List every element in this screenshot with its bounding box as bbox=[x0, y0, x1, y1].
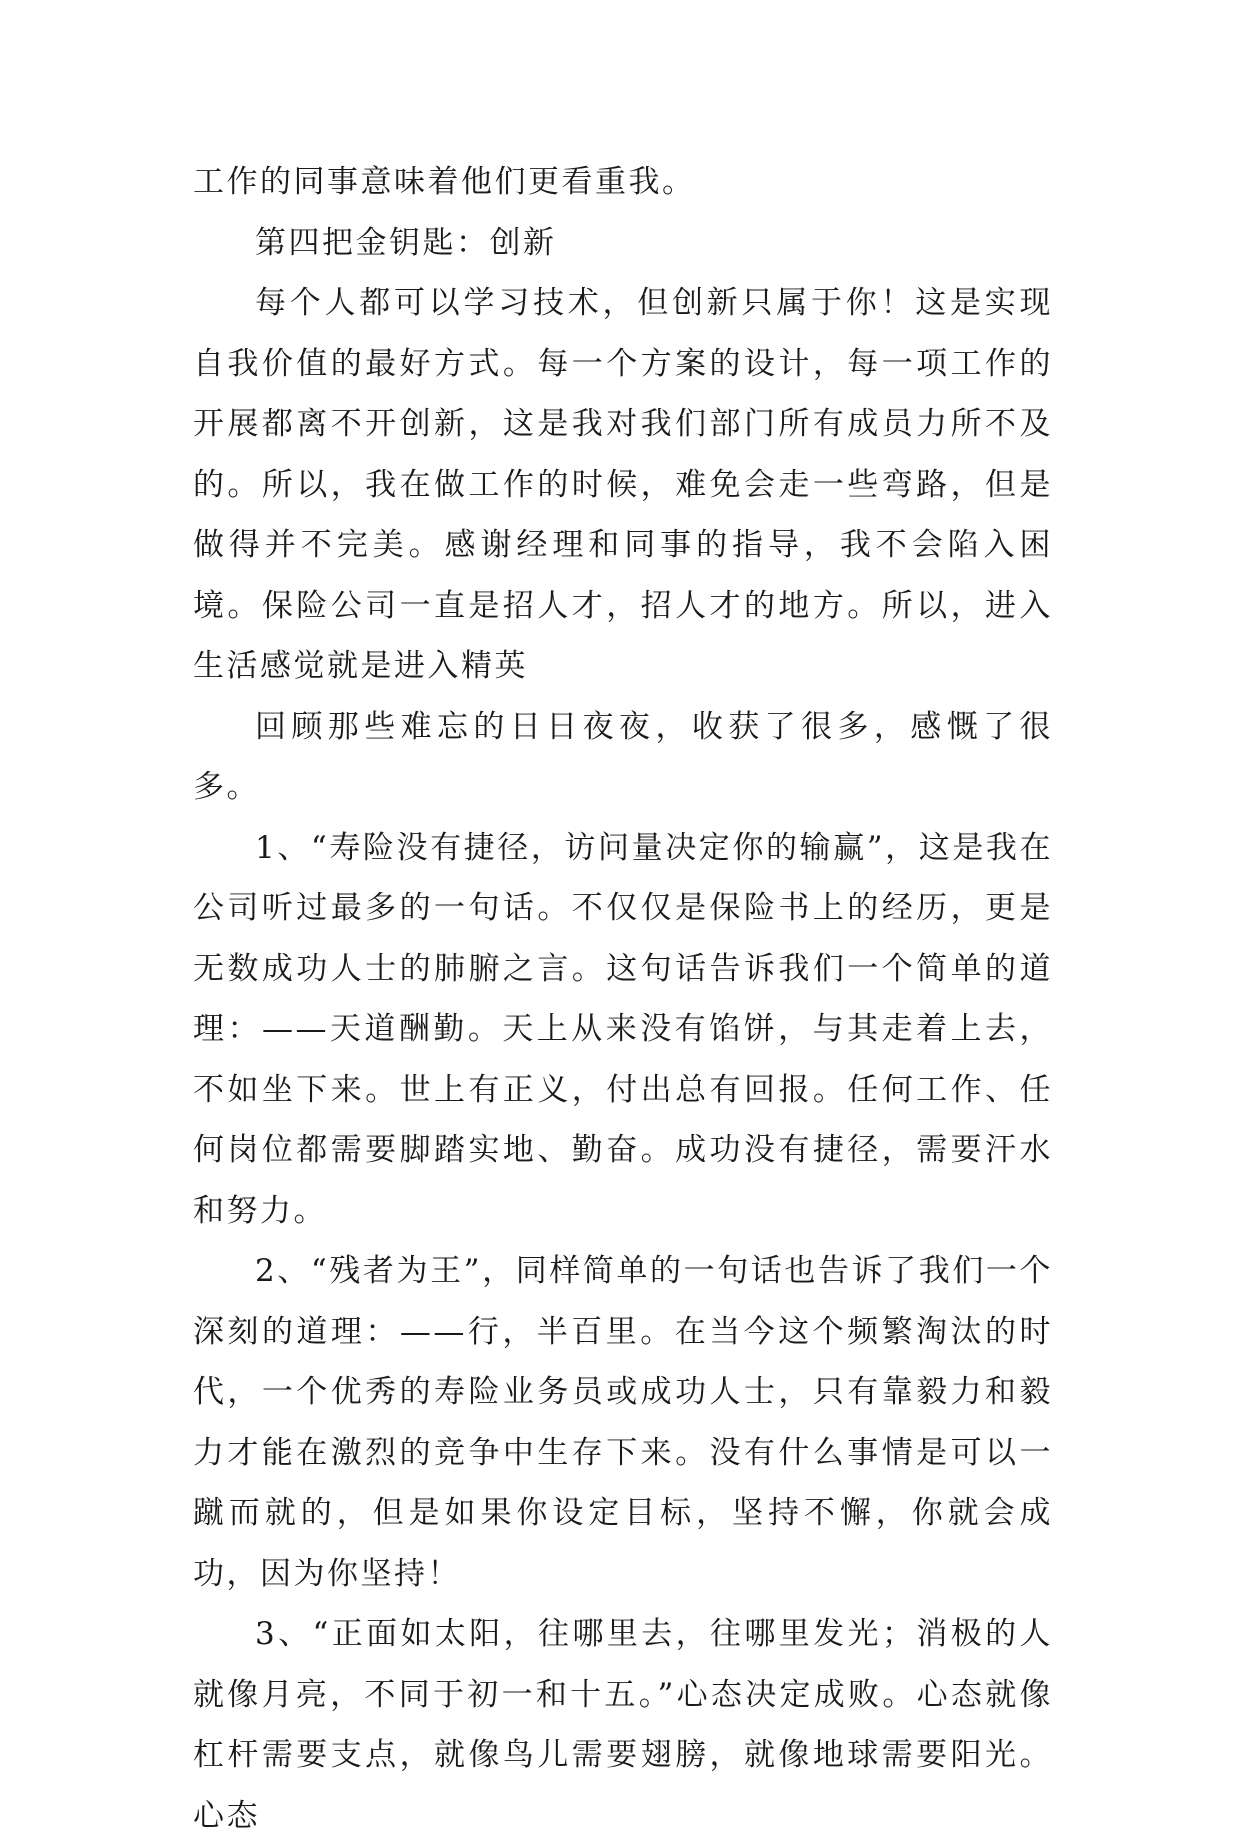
paragraph-point-3: 3、“正面如太阳，往哪里去，往哪里发光；消极的人就像月亮，不同于初一和十五。”心态决定成败。心态就像杠杆需要支点，就像鸟儿需要翅膀，就像地球需要阳光。心态 bbox=[193, 1616, 1053, 1834]
section-heading: 第四把金钥匙：创新 bbox=[255, 224, 557, 261]
document-body bbox=[193, 152, 1053, 1846]
paragraph-continuation: 工作的同事意味着他们更看重我。 bbox=[193, 164, 696, 200]
paragraph-review: 回顾那些难忘的日日夜夜，收获了很多，感慨了很多。 bbox=[193, 708, 1053, 805]
paragraph-innovation: 每个人都可以学习技术，但创新只属于你！这是实现自我价值的最好方式。每一个方案的设计，每一项工作的开展都离不开创新，这是我对我们部门所有成员力所不及的。所以，我在做工作的时候，难免会走一些弯路，但是做得并不完美。感谢经理和同事的指导，我不会陷入困境。保险公司一直是招人才，招人才的地方。所以，进入生活感觉就是进入精英 bbox=[193, 285, 1053, 684]
paragraph-point-1: 1、“寿险没有捷径，访问量决定你的输赢”，这是我在公司听过最多的一句话。不仅仅是保险书上的经历，更是无数成功人士的肺腑之言。这句话告诉我们一个简单的道理：——天道酬勤。天上从来没有馅饼，与其走着上去，不如坐下来。世上有正义，付出总有回报。任何工作、任何岗位都需要脚踏实地、勤奋。成功没有捷径，需要汗水和努力。 bbox=[193, 829, 1053, 1229]
paragraph-point-2: 2、“残者为王”，同样简单的一句话也告诉了我们一个深刻的道理：——行，半百里。在当今这个频繁淘汰的时代，一个优秀的寿险业务员或成功人士，只有靠毅力和毅力才能在激烈的竞争中生存下来。没有什么事情是可以一蹴而就的，但是如果你设定目标，坚持不懈，你就会成功，因为你坚持！ bbox=[193, 1253, 1053, 1592]
